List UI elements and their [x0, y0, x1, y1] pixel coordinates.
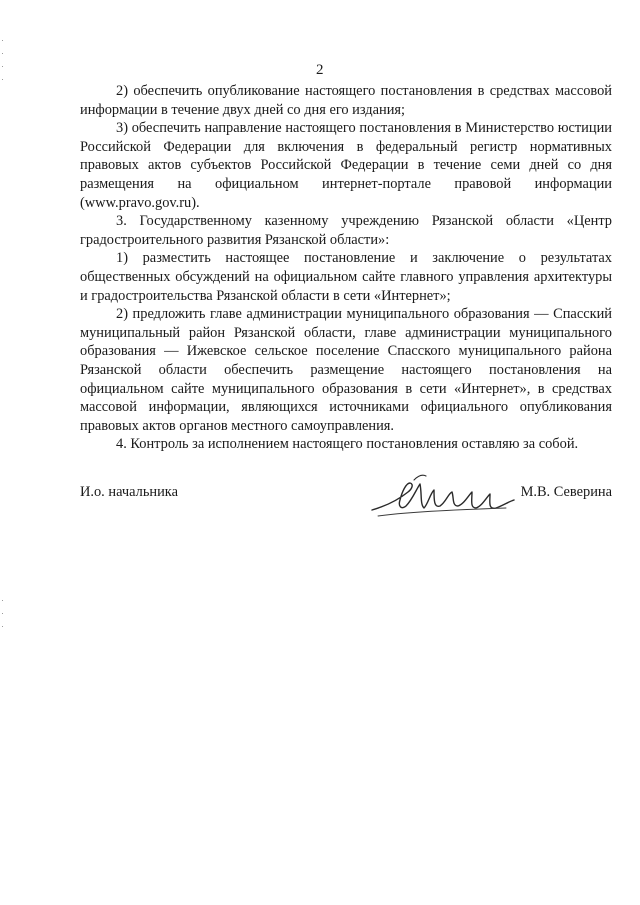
paragraph-post-on-site: 1) разместить настоящее постановление и заключение о результатах общественных обсуждений на официальном сайте главного управления архитектуры и градостроительства Рязанской области в сети «Интернет»; — [80, 250, 612, 304]
document-body — [80, 82, 612, 454]
signer-title: И.о. начальника — [80, 484, 178, 500]
margin-dots-top — [2, 40, 8, 92]
signer-name: М.В. Северина — [520, 484, 612, 500]
paragraph-publication: 2) обеспечить опубликование настоящего постановления в средствах массовой информации в течение двух дней со дня его издания; — [80, 83, 612, 118]
paragraph-institution: 3. Государственному казенному учреждению Рязанской области «Центр градостроительного развития Рязанской области»: — [80, 213, 612, 248]
margin-dots-bottom — [2, 600, 8, 639]
paragraph-control: 4. Контроль за исполнением настоящего постановления оставляю за собой. — [116, 436, 579, 453]
paragraph-ministry-of-justice: 3) обеспечить направление настоящего постановления в Министерство юстиции Российской Федерации для включения в федеральный регистр нормативных правовых актов субъектов Российской Федерации в течение семи дней со дня размещения на официальном интернет-портале правовой информации (www.pravo.gov.ru). — [80, 120, 612, 211]
page-number: 2 — [316, 62, 324, 78]
signature-block — [80, 470, 612, 530]
handwritten-signature-icon — [368, 470, 518, 526]
paragraph-municipal-publication: 2) предложить главе администрации муниципального образования — Спасский муниципальный район Рязанской области, главе администрации муниципального образования — Ижевское сельское поселение Спасского муниципального района Рязанской области обеспечить размещение настоящего постановления на официальном сайте муниципального образования в сети «Интернет», в средствах массовой информации, являющихся источниками официального опубликования правовых актов органов местного самоуправления. — [80, 306, 612, 434]
